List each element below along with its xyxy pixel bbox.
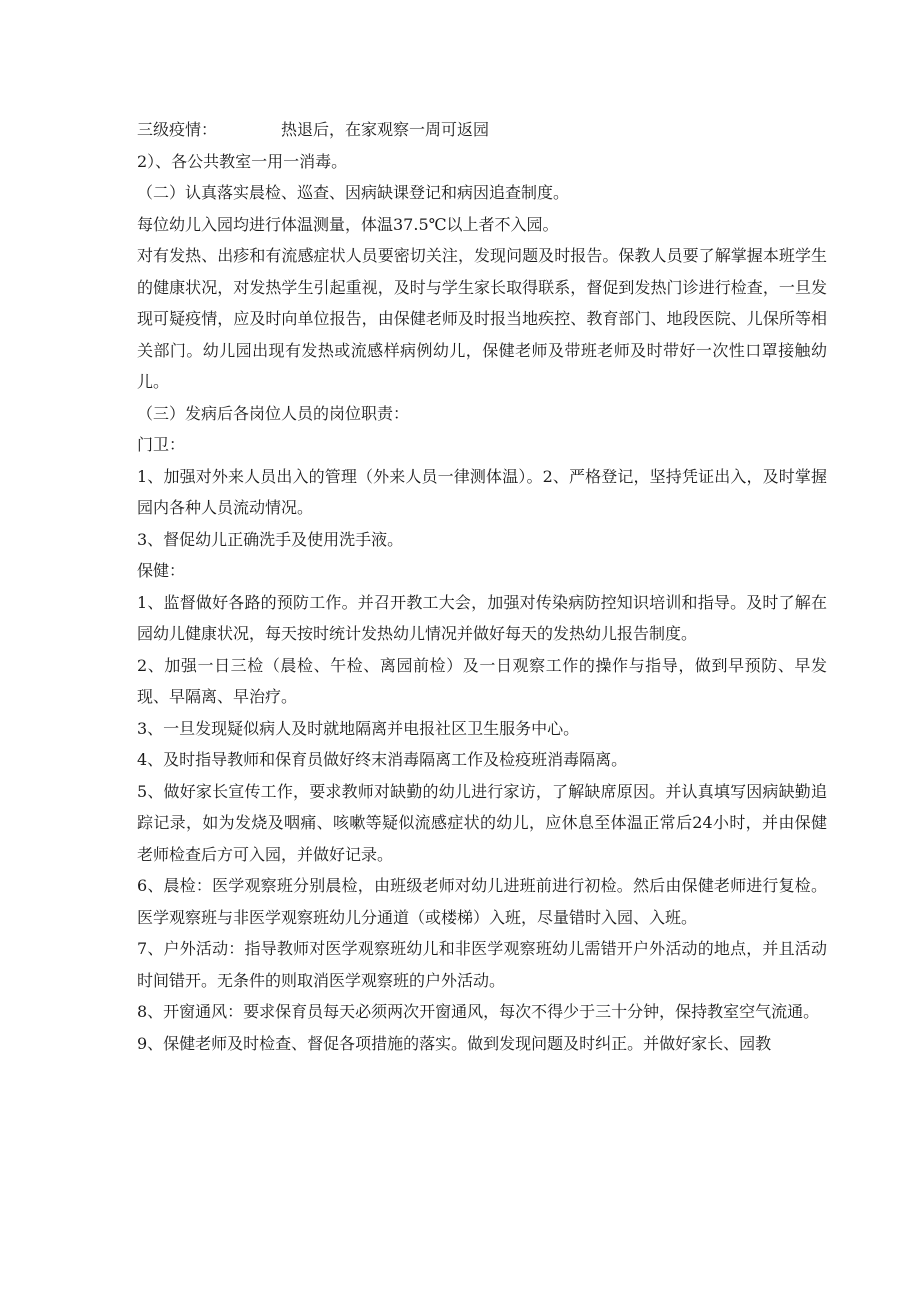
health-item-4: 4、及时指导教师和保育员做好终末消毒隔离工作及检疫班消毒隔离。 [137, 750, 628, 769]
health-item-3: 3、一旦发现疑似病人及时就地隔离并电报社区卫生服务中心。 [137, 718, 580, 738]
health-item-7: 7、户外活动：指导教师对医学观察班幼儿和非医学观察班幼儿需错开户外活动的地点，并且活动时间错开。无条件的则取消医学观察班的户外活动。 [137, 939, 827, 990]
health-item-1: 1、监督做好各路的预防工作。并召开教工大会，加强对传染病防控知识培训和指导。及时了解在园幼儿健康状况，每天按时统计发热幼儿情况并做好每天的发热幼儿报告制度。 [137, 592, 827, 643]
section-heading-2: （二）认真落实晨检、巡查、因病缺课登记和病因追查制度。 [137, 183, 570, 202]
guard-item-1-2: 1、加强对外来人员出入的管理（外来人员一律测体温）。2、严格登记，坚持凭证出入，及时掌握园内各种人员流动情况。 [137, 466, 827, 517]
paragraph-temperature: 每位幼儿入园均进行体温测量，体温37.5℃以上者不入园。 [137, 214, 559, 234]
role-heading-guard: 门卫： [137, 435, 186, 454]
guard-item-3: 3、督促幼儿正确洗手及使用洗手液。 [137, 529, 404, 549]
health-item-5: 5、做好家长宣传工作，要求教师对缺勤的幼儿进行家访，了解缺席原因。并认真填写因病缺勤追踪记录，如为发烧及咽痛、咳嗽等疑似流感症状的幼儿，应休息至体温正常后24小时，并由保健老师检查后方可入园，并做好记录。 [137, 781, 827, 864]
health-item-8: 8、开窗通风：要求保育员每天必须两次开窗通风，每次不得少于三十分钟，保持教室空气流通。 [137, 1002, 820, 1021]
level3-epidemic-line [137, 114, 827, 146]
health-item-9: 9、保健老师及时检查、督促各项措施的落实。做到发现问题及时纠正。并做好家长、园教 [137, 1033, 772, 1053]
document-body [137, 114, 827, 1059]
section-heading-3: （三）发病后各岗位人员的岗位职责： [137, 403, 410, 423]
role-heading-health: 保健： [137, 561, 186, 580]
health-item-2: 2、加强一日三检（晨检、午检、离园前检）及一日观察工作的操作与指导，做到早预防、早发现、早隔离、早治疗。 [137, 655, 827, 706]
level3-text: 热退后，在家观察一周可返园 [281, 120, 490, 139]
paragraph-fever-report: 对有发热、出疹和有流感症状人员要密切关注，发现问题及时报告。保教人员要了解掌握本班学生的健康状况，对发热学生引起重视，及时与学生家长取得联系，督促到发热门诊进行检查，一旦发现可疑疫情，应及时向单位报告，由保健老师及时报当地疾控、教育部门、地段医院、儿保所等相关部门。幼儿园出现有发热或流感样病例幼儿，保健老师及带班老师及时带好一次性口罩接触幼儿。 [137, 246, 827, 391]
health-item-6: 6、晨检：医学观察班分别晨检，由班级老师对幼儿进班前进行初检。然后由保健老师进行复检。医学观察班与非医学观察班幼儿分通道（或楼梯）入班，尽量错时入园、入班。 [137, 876, 827, 927]
paragraph-disinfect-rooms: 2）、各公共教室一用一消毒。 [137, 151, 348, 171]
level3-label: 三级疫情： [137, 120, 218, 139]
